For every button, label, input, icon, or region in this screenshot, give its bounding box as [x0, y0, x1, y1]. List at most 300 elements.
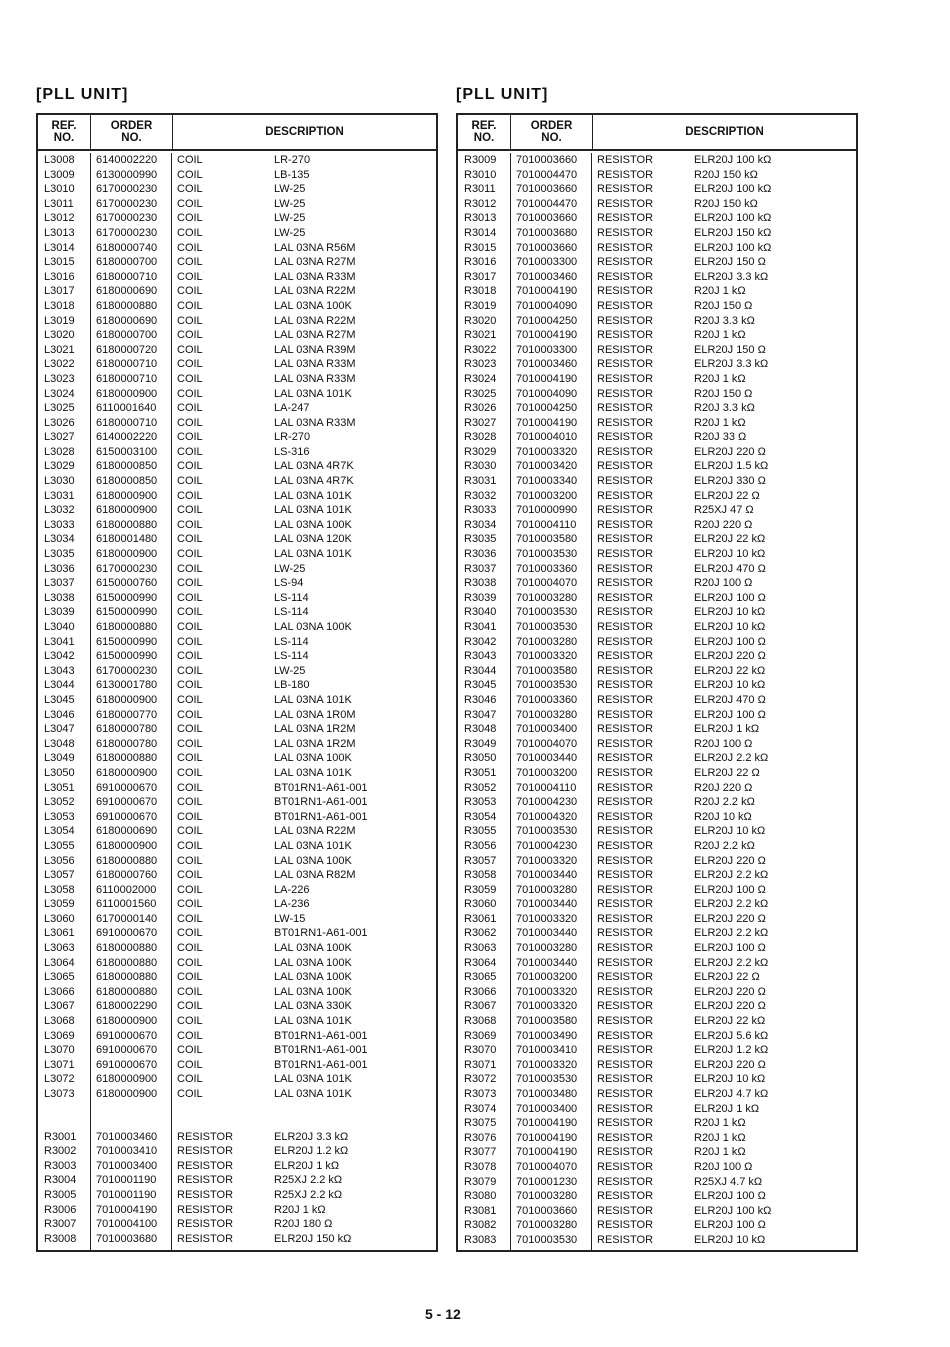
- ref-no-cell: L3055: [44, 839, 75, 852]
- column-divider: [510, 153, 511, 1250]
- order-no-cell: 7010001190: [96, 1188, 157, 1201]
- table-row: [38, 1173, 436, 1188]
- part-spec-cell: ELR20J 1 kΩ: [694, 723, 760, 736]
- order-no-cell: 7010003280: [516, 1190, 578, 1203]
- table-row: [458, 270, 856, 285]
- order-no-cell: 7010003680: [96, 1232, 158, 1245]
- table-row: [458, 1175, 856, 1190]
- part-type-cell: RESISTOR: [597, 737, 654, 750]
- ref-no-cell: R3075: [464, 1117, 497, 1130]
- part-spec-cell: R20J 180 Ω: [274, 1218, 333, 1231]
- part-spec-cell: R20J 1 kΩ: [694, 1131, 746, 1144]
- order-no-cell: 6180002290: [96, 1000, 158, 1013]
- order-no-cell: 7010003480: [516, 1088, 578, 1100]
- order-no-cell: 6180000880: [96, 971, 158, 984]
- ref-no-cell: L3070: [44, 1044, 75, 1057]
- order-no-cell: 7010003460: [516, 358, 578, 371]
- ref-no-cell: L3022: [44, 358, 75, 371]
- part-spec-cell: ELR20J 220 Ω: [694, 854, 766, 867]
- ref-no-cell: R3011: [464, 183, 496, 196]
- ref-no-cell: L3038: [44, 591, 75, 604]
- order-no-cell: 7010004070: [516, 1160, 578, 1173]
- part-spec-cell: BT01RN1-A61-001: [274, 810, 368, 823]
- part-type-cell: RESISTOR: [597, 1044, 654, 1057]
- part-spec-cell: LAL 03NA R27M: [274, 256, 356, 269]
- part-type-cell: RESISTOR: [597, 723, 654, 736]
- part-spec-cell: LAL 03NA 101K: [274, 766, 352, 779]
- part-type-cell: RESISTOR: [597, 168, 654, 181]
- ref-no-cell: L3023: [44, 372, 75, 385]
- part-spec-cell: LAL 03NA 4R7K: [274, 460, 354, 473]
- part-spec-cell: ELR20J 2.2 kΩ: [694, 927, 769, 940]
- ref-no-cell: R3076: [464, 1131, 497, 1144]
- table-row: [38, 1217, 436, 1232]
- ref-no-cell: L3013: [44, 226, 75, 239]
- order-no-cell: 6910000670: [96, 781, 158, 794]
- order-no-cell: 6910000670: [96, 927, 158, 940]
- ref-no-cell: L3043: [44, 664, 75, 677]
- table-row: [458, 211, 856, 226]
- table-row: [458, 620, 856, 635]
- table-row: [38, 897, 436, 912]
- part-type-cell: COIL: [177, 197, 203, 210]
- part-spec-cell: LAL 03NA 100K: [274, 299, 352, 312]
- part-type-cell: RESISTOR: [597, 1073, 654, 1086]
- table-row: [458, 314, 856, 329]
- part-spec-cell: ELR20J 3.3 kΩ: [694, 358, 769, 371]
- ref-no-cell: R3065: [464, 971, 497, 984]
- table-row: [458, 649, 856, 664]
- order-no-cell: 7010003200: [516, 971, 578, 984]
- ref-no-cell: L3063: [44, 942, 75, 955]
- ref-no-cell: R3037: [464, 562, 497, 575]
- table-row: [458, 941, 856, 956]
- part-spec-cell: R25XJ 4.7 kΩ: [694, 1175, 763, 1188]
- part-type-cell: RESISTOR: [597, 1088, 654, 1100]
- order-no-cell: 7010003440: [516, 956, 578, 969]
- part-spec-cell: ELR20J 22 kΩ: [694, 1015, 766, 1028]
- part-type-cell: RESISTOR: [597, 212, 654, 225]
- ref-no-cell: R3040: [464, 606, 497, 619]
- part-spec-cell: ELR20J 22 kΩ: [694, 664, 766, 677]
- part-spec-cell: ELR20J 470 Ω: [694, 693, 766, 706]
- part-type-cell: RESISTOR: [597, 329, 654, 342]
- order-no-cell: 7010003280: [516, 1219, 578, 1232]
- part-type-cell: RESISTOR: [597, 606, 654, 619]
- ref-no-cell: L3008: [44, 154, 75, 166]
- ref-no-cell: L3009: [44, 168, 75, 181]
- ref-no-cell: R3047: [464, 708, 497, 721]
- ref-no-cell: R3043: [464, 650, 497, 663]
- part-type-cell: COIL: [177, 1015, 203, 1028]
- part-spec-cell: ELR20J 3.3 kΩ: [274, 1130, 349, 1143]
- table-row: [38, 1014, 436, 1029]
- part-type-cell: RESISTOR: [597, 708, 654, 721]
- part-type-cell: RESISTOR: [597, 766, 654, 779]
- table-row: [38, 854, 436, 869]
- table-row: [38, 1159, 436, 1174]
- part-spec-cell: R25XJ 2.2 kΩ: [274, 1188, 343, 1201]
- ref-no-cell: L3027: [44, 431, 75, 444]
- order-no-cell: 7010003440: [516, 869, 578, 882]
- table-row: [38, 168, 436, 183]
- ref-no-header-text: REF. NO.: [51, 120, 77, 144]
- part-spec-cell: ELR20J 10 kΩ: [694, 679, 766, 692]
- ref-no-cell: L3030: [44, 475, 75, 488]
- part-type-cell: COIL: [177, 591, 203, 604]
- part-spec-cell: ELR20J 4.7 kΩ: [694, 1088, 769, 1100]
- table-row: [38, 737, 436, 752]
- ref-no-cell: L3050: [44, 766, 75, 779]
- order-no-cell: 6180000880: [96, 956, 158, 969]
- ref-no-cell: L3039: [44, 606, 75, 619]
- ref-no-cell: R3045: [464, 679, 497, 692]
- ref-no-cell: R3038: [464, 577, 497, 590]
- order-no-cell: 6180000900: [96, 1015, 158, 1028]
- table-row: [458, 737, 856, 752]
- order-no-cell: 7010004230: [516, 796, 578, 809]
- table-row: [38, 416, 436, 431]
- ref-no-cell: R3055: [464, 825, 497, 838]
- part-spec-cell: LAL 03NA 100K: [274, 956, 352, 969]
- part-type-cell: RESISTOR: [597, 460, 654, 473]
- table-row: [38, 839, 436, 854]
- ref-no-cell: R3056: [464, 839, 497, 852]
- ref-no-cell: L3051: [44, 781, 75, 794]
- part-type-cell: RESISTOR: [597, 942, 654, 955]
- order-no-cell: 6910000670: [96, 1044, 158, 1057]
- table-row: [38, 547, 436, 562]
- ref-no-cell: L3053: [44, 810, 75, 823]
- table-row: [38, 474, 436, 489]
- order-no-cell: 6180000900: [96, 839, 158, 852]
- part-spec-cell: ELR20J 100 Ω: [694, 1219, 766, 1232]
- order-no-cell: 7010003280: [516, 708, 578, 721]
- order-no-cell: 6180000880: [96, 854, 158, 867]
- ref-no-cell: R3050: [464, 752, 497, 765]
- table-row: [38, 693, 436, 708]
- part-type-cell: COIL: [177, 737, 203, 750]
- table-row: [38, 722, 436, 737]
- ref-no-header: [458, 115, 511, 149]
- ref-no-cell: R3082: [464, 1219, 497, 1232]
- table-row: [38, 401, 436, 416]
- ref-no-cell: L3073: [44, 1088, 75, 1100]
- ref-no-cell: L3067: [44, 1000, 75, 1013]
- part-type-cell: RESISTOR: [597, 416, 654, 429]
- table-row: [38, 678, 436, 693]
- part-type-cell: RESISTOR: [597, 985, 654, 998]
- part-spec-cell: LW-15: [274, 912, 306, 925]
- ref-no-cell: L3021: [44, 343, 75, 356]
- ref-no-header-text: REF. NO.: [471, 120, 497, 144]
- ref-no-cell: R3021: [464, 329, 497, 342]
- table-row: [458, 1145, 856, 1160]
- table-row: [458, 299, 856, 314]
- part-type-cell: COIL: [177, 679, 203, 692]
- order-no-cell: 6150000760: [96, 577, 158, 590]
- part-spec-cell: ELR20J 470 Ω: [694, 562, 766, 575]
- table-row: [38, 211, 436, 226]
- part-type-cell: RESISTOR: [177, 1174, 234, 1187]
- part-spec-cell: ELR20J 1.2 kΩ: [694, 1044, 769, 1057]
- table-row: [458, 1189, 856, 1204]
- order-no-cell: 7010000990: [516, 504, 578, 517]
- ref-no-cell: L3020: [44, 329, 75, 342]
- right-section-title: [PLL UNIT]: [456, 86, 549, 103]
- part-type-cell: RESISTOR: [597, 839, 654, 852]
- order-no-cell: 7010003530: [516, 621, 578, 633]
- ref-no-cell: R3042: [464, 635, 497, 648]
- table-row: [458, 985, 856, 1000]
- ref-no-cell: R3030: [464, 460, 497, 473]
- part-type-cell: RESISTOR: [597, 372, 654, 385]
- ref-no-cell: R3070: [464, 1044, 497, 1057]
- table-row: [458, 999, 856, 1014]
- table-row: [458, 722, 856, 737]
- part-spec-cell: ELR20J 220 Ω: [694, 650, 766, 663]
- part-spec-cell: R20J 1 kΩ: [694, 1117, 746, 1130]
- ref-no-cell: R3041: [464, 621, 497, 633]
- table-row: [458, 387, 856, 402]
- table-row: [38, 357, 436, 372]
- ref-no-cell: R3046: [464, 693, 497, 706]
- order-no-cell: 7010003410: [96, 1145, 158, 1158]
- order-no-cell: 7010003320: [516, 912, 578, 925]
- table-row: [38, 503, 436, 518]
- order-no-cell: 7010003320: [516, 985, 578, 998]
- order-no-cell: 7010003660: [516, 1204, 578, 1217]
- part-spec-cell: LAL 03NA R33M: [274, 416, 356, 429]
- part-spec-cell: LAL 03NA R82M: [274, 869, 356, 882]
- part-type-cell: RESISTOR: [177, 1145, 234, 1158]
- part-type-cell: COIL: [177, 781, 203, 794]
- part-spec-cell: LAL 03NA 120K: [274, 533, 352, 546]
- order-no-cell: 6140002220: [96, 154, 158, 166]
- part-type-cell: RESISTOR: [597, 1000, 654, 1013]
- order-no-cell: 6180000710: [96, 358, 158, 371]
- table-row: [38, 664, 436, 679]
- part-type-cell: COIL: [177, 635, 203, 648]
- part-type-cell: COIL: [177, 723, 203, 736]
- table-row: [38, 708, 436, 723]
- table-row: [38, 1043, 436, 1058]
- table-row: [458, 854, 856, 869]
- table-row: [458, 795, 856, 810]
- table-row: [38, 999, 436, 1014]
- part-spec-cell: LB-180: [274, 679, 310, 692]
- ref-no-cell: L3059: [44, 898, 75, 911]
- part-spec-cell: LAL 03NA 1R2M: [274, 723, 356, 736]
- ref-no-cell: L3040: [44, 621, 75, 633]
- order-no-cell: 6180001480: [96, 533, 158, 546]
- ref-no-cell: R3015: [464, 241, 497, 254]
- part-spec-cell: LAL 03NA R27M: [274, 329, 356, 342]
- part-type-cell: COIL: [177, 416, 203, 429]
- part-type-cell: COIL: [177, 314, 203, 327]
- order-no-cell: 6170000230: [96, 664, 158, 677]
- part-spec-cell: R20J 1 kΩ: [694, 329, 746, 342]
- part-type-cell: RESISTOR: [597, 1219, 654, 1232]
- part-spec-cell: LAL 03NA R22M: [274, 314, 356, 327]
- ref-no-cell: R3028: [464, 431, 497, 444]
- table-row: [38, 284, 436, 299]
- part-spec-cell: LA-236: [274, 898, 310, 911]
- order-no-cell: 7010003360: [516, 562, 578, 575]
- table-row: [458, 576, 856, 591]
- ref-no-cell: L3069: [44, 1029, 75, 1042]
- right-parts-table: [456, 113, 858, 1252]
- part-spec-cell: R20J 1 kΩ: [694, 285, 746, 298]
- part-spec-cell: ELR20J 220 Ω: [694, 1058, 766, 1071]
- ref-no-cell: R3054: [464, 810, 497, 823]
- ref-no-cell: R3033: [464, 504, 497, 517]
- part-type-cell: COIL: [177, 270, 203, 283]
- part-type-cell: COIL: [177, 752, 203, 765]
- part-spec-cell: BT01RN1-A61-001: [274, 1044, 368, 1057]
- order-no-cell: 7010003320: [516, 650, 578, 663]
- part-spec-cell: LS-94: [274, 577, 304, 590]
- ref-no-cell: R3026: [464, 402, 497, 415]
- part-type-cell: COIL: [177, 533, 203, 546]
- order-no-cell: 6910000670: [96, 1058, 158, 1071]
- order-no-cell: 6910000670: [96, 810, 158, 823]
- table-header: [458, 115, 856, 151]
- description-header-text: DESCRIPTION: [685, 126, 764, 138]
- ref-no-cell: R3052: [464, 781, 497, 794]
- part-type-cell: COIL: [177, 226, 203, 239]
- ref-no-cell: L3068: [44, 1015, 75, 1028]
- part-spec-cell: R20J 10 kΩ: [694, 810, 752, 823]
- order-no-cell: 7010003300: [516, 256, 578, 269]
- part-type-cell: COIL: [177, 212, 203, 225]
- ref-no-cell: L3016: [44, 270, 75, 283]
- part-spec-cell: ELR20J 220 Ω: [694, 985, 766, 998]
- part-type-cell: COIL: [177, 343, 203, 356]
- table-row: [38, 343, 436, 358]
- order-no-cell: 6170000230: [96, 226, 158, 239]
- ref-no-cell: R3012: [464, 197, 497, 210]
- part-type-cell: COIL: [177, 942, 203, 955]
- ref-no-cell: R3077: [464, 1146, 497, 1159]
- table-row: [38, 926, 436, 941]
- part-spec-cell: ELR20J 150 Ω: [694, 343, 766, 356]
- part-type-cell: RESISTOR: [597, 664, 654, 677]
- part-type-cell: COIL: [177, 1044, 203, 1057]
- part-spec-cell: BT01RN1-A61-001: [274, 1058, 368, 1071]
- ref-no-cell: R3009: [464, 154, 497, 166]
- order-no-cell: 7010003460: [96, 1130, 158, 1143]
- table-row: [38, 605, 436, 620]
- part-type-cell: RESISTOR: [597, 1015, 654, 1028]
- part-spec-cell: ELR20J 100 Ω: [694, 883, 766, 896]
- part-type-cell: RESISTOR: [597, 431, 654, 444]
- order-no-cell: 6180000710: [96, 270, 158, 283]
- ref-no-cell: R3035: [464, 533, 497, 546]
- order-no-cell: 6170000230: [96, 197, 158, 210]
- order-no-cell: 7010003400: [96, 1159, 158, 1172]
- table-row: [38, 1072, 436, 1087]
- table-row: [38, 970, 436, 985]
- table-row: [38, 824, 436, 839]
- part-type-cell: RESISTOR: [597, 635, 654, 648]
- part-type-cell: RESISTOR: [597, 226, 654, 239]
- part-type-cell: RESISTOR: [597, 956, 654, 969]
- part-spec-cell: R20J 100 Ω: [694, 1160, 753, 1173]
- ref-no-cell: R3059: [464, 883, 497, 896]
- table-row: [458, 518, 856, 533]
- table-row: [458, 1102, 856, 1117]
- table-row: [38, 489, 436, 504]
- order-no-cell: 6180000880: [96, 985, 158, 998]
- table-row: [458, 445, 856, 460]
- ref-no-cell: R3066: [464, 985, 497, 998]
- table-row: [38, 314, 436, 329]
- part-type-cell: COIL: [177, 854, 203, 867]
- order-no-cell: 6150000990: [96, 650, 158, 663]
- order-no-cell: 7010004090: [516, 299, 578, 312]
- part-spec-cell: ELR20J 100 kΩ: [694, 212, 772, 225]
- part-type-cell: COIL: [177, 898, 203, 911]
- column-divider: [171, 153, 172, 1250]
- ref-no-cell: L3064: [44, 956, 75, 969]
- ref-no-cell: L3041: [44, 635, 75, 648]
- table-row: [38, 810, 436, 825]
- order-no-cell: 6180000850: [96, 475, 158, 488]
- part-type-cell: RESISTOR: [597, 197, 654, 210]
- part-type-cell: COIL: [177, 402, 203, 415]
- order-no-cell: 7010004250: [516, 314, 578, 327]
- ref-no-cell: R3006: [44, 1203, 77, 1216]
- table-row: [458, 357, 856, 372]
- part-type-cell: RESISTOR: [597, 402, 654, 415]
- part-spec-cell: LAL 03NA 100K: [274, 752, 352, 765]
- part-spec-cell: ELR20J 100 Ω: [694, 591, 766, 604]
- table-row: [38, 445, 436, 460]
- part-type-cell: COIL: [177, 256, 203, 269]
- right-table-body: [458, 153, 856, 1250]
- part-type-cell: RESISTOR: [597, 548, 654, 561]
- ref-no-cell: L3014: [44, 241, 75, 254]
- ref-no-cell: L3044: [44, 679, 75, 692]
- part-spec-cell: LS-316: [274, 445, 310, 458]
- table-row: [38, 985, 436, 1000]
- part-spec-cell: R20J 2.2 kΩ: [694, 796, 755, 809]
- part-spec-cell: LAL 03NA 100K: [274, 985, 352, 998]
- part-spec-cell: ELR20J 1 kΩ: [694, 1102, 760, 1115]
- order-no-cell: 7010004010: [516, 431, 578, 444]
- part-spec-cell: ELR20J 22 Ω: [694, 489, 760, 502]
- table-row: [458, 1218, 856, 1233]
- part-type-cell: COIL: [177, 796, 203, 809]
- part-type-cell: COIL: [177, 927, 203, 940]
- part-spec-cell: LAL 03NA 101K: [274, 489, 352, 502]
- order-no-header-text: ORDER NO.: [110, 120, 153, 144]
- table-row: [38, 1029, 436, 1044]
- description-header-text: DESCRIPTION: [265, 126, 344, 138]
- part-spec-cell: R20J 2.2 kΩ: [694, 839, 755, 852]
- table-row: [458, 1160, 856, 1175]
- order-no-cell: 6170000230: [96, 183, 158, 196]
- table-row: [38, 459, 436, 474]
- part-type-cell: COIL: [177, 956, 203, 969]
- part-type-cell: COIL: [177, 372, 203, 385]
- order-no-header-text: ORDER NO.: [530, 120, 573, 144]
- part-spec-cell: R20J 220 Ω: [694, 518, 753, 531]
- table-row: [38, 795, 436, 810]
- part-type-cell: RESISTOR: [597, 796, 654, 809]
- part-type-cell: RESISTOR: [597, 533, 654, 546]
